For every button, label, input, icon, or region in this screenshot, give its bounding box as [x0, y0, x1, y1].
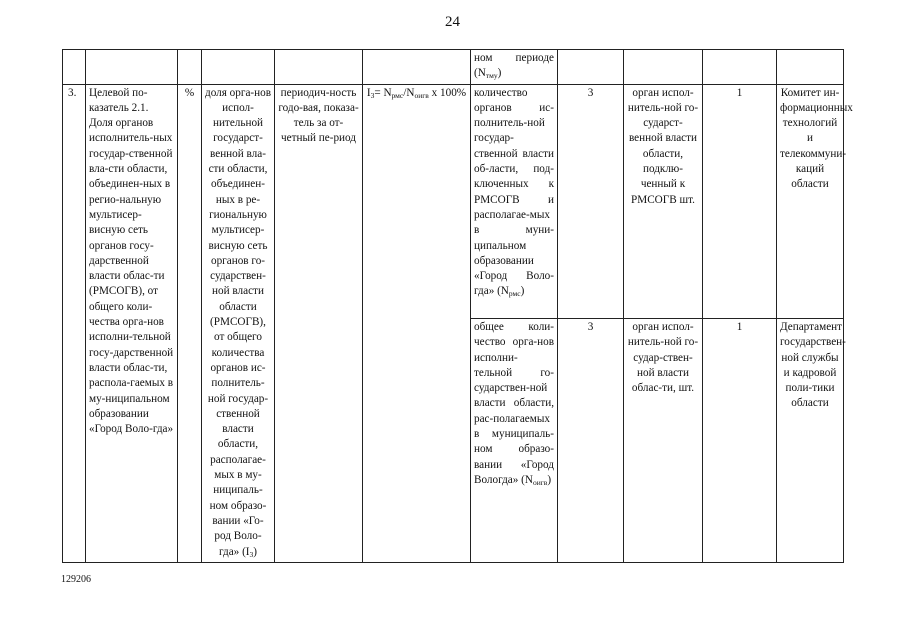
document-code: 129206: [61, 574, 91, 585]
table-row: [63, 84, 844, 318]
row-number: 3.: [63, 84, 86, 562]
page-number: 24: [445, 14, 460, 30]
definition-cell: доля орга-нов испол-нительной государст-венной вла-сти области, объединен-ных в ре-гиональную мультисер-висную сеть органов го-сударствен-ной власти области (РМСОГВ), от общего количества органов ис-полнитель-ной государ-ственной власти области, располагае-мых в му-ниципаль-ном образо-вании «Го-род Воло-гда» $(I_3)$: [202, 84, 275, 562]
indicator-name: Целевой по-казатель 2.1. Доля органов исполнитель-ных государ-ственной вла-сти области, объединен-ных в регио-нальную мультисер-висную сеть органов госу-дарственной власти облас-ти (РМСОГВ), от общего коли-чества орга-нов исполни-тельной госу-дарственной власти облас-ти, распола-гаемых в му-ниципальном образовании «Город Воло-гда»: [86, 84, 178, 562]
object-cell: орган испол-нитель-ной го-судар-ствен-ной власти облас-ти, шт.: [624, 319, 703, 563]
coverage-code-cell: 1: [703, 319, 777, 563]
continuation-row: [63, 50, 844, 85]
method-code-cell: 3: [558, 319, 624, 563]
responsible-cell: Департамент государствен-ной службы и кадровой поли-тики области: [777, 319, 844, 563]
basic-indicator-cell: количество органов ис-полнитель-ной государ-ственной власти об-ласти, под-ключенных к РМСОГВ и располагае-мых в муни-ципальном образовании «Город Воло-гда» $(N_{рмс})$: [471, 84, 558, 318]
unit-cell: %: [178, 84, 202, 562]
responsible-cell: Комитет ин-формационных технологий и телекоммуни-каций области: [777, 84, 844, 318]
basic-indicator-cell: общее коли-чество орга-нов исполни-тельной го-сударствен-ной власти области, рас-полагаемых в муниципаль-ном образо-вании «Город Вологда» $(N_{оигв})$: [471, 319, 558, 563]
continuation-cell: ном периоде $(N_{тму})$: [471, 50, 558, 85]
coverage-code-cell: 1: [703, 84, 777, 318]
indicator-table: [62, 49, 853, 563]
method-code-cell: 3: [558, 84, 624, 318]
object-cell: орган испол-нитель-ной го-сударст-венной власти области, подклю-ченный к РМСОГВ шт.: [624, 84, 703, 318]
formula-cell: $I_3= N_{рмс}/N_{оигв}$ х 100%: [363, 84, 471, 562]
periodicity-cell: периодич-ность годо-вая, показа-тель за от-четный пе-риод: [275, 84, 363, 562]
